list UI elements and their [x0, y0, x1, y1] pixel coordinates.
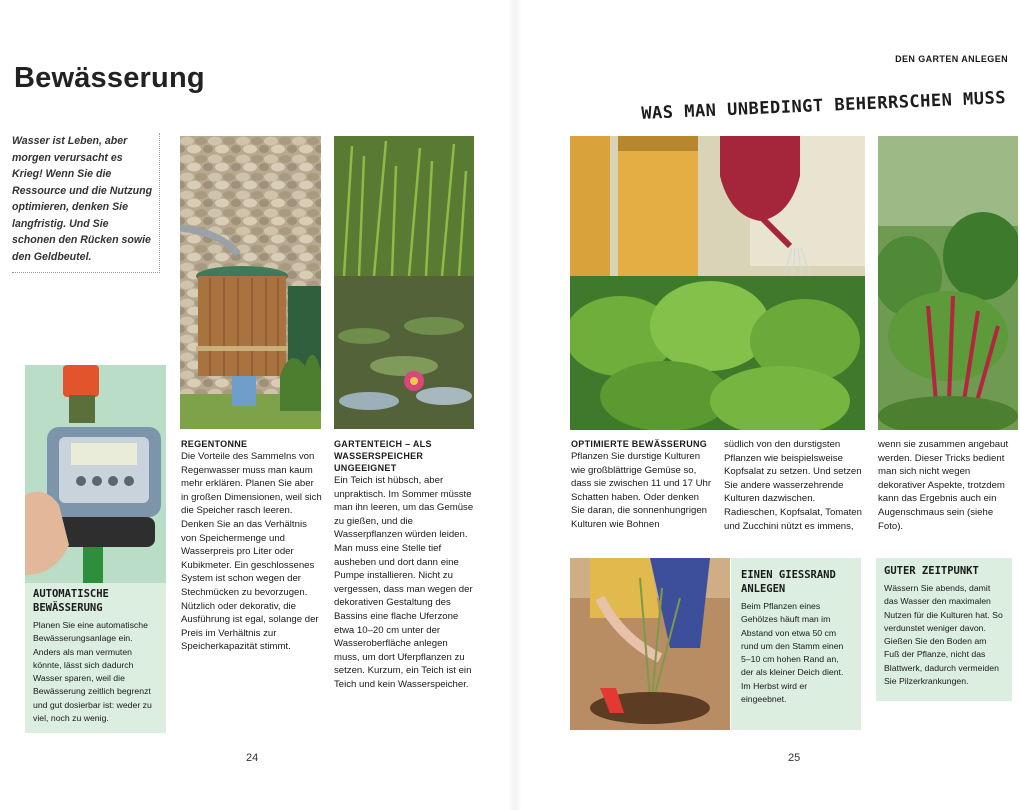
page-number-right: 25: [788, 752, 801, 764]
tip-box-heading: AUTOMATISCHE BEWÄSSERUNG: [33, 588, 109, 614]
column-text: Ein Teich ist hübsch, aber unpraktisch. Im Sommer müsste man ihn leeren, um das Gemüse zu gießen, und die Wasserpflanzen würden leiden. Man muss eine Stelle tief ausheben und dort dann eine Pumpe installieren. Nicht zu vergessen, dass man wegen der dekorativen Gestaltung des Bassins eine flache Uferzone etwa 10–20 cm unter der Wasseroberfläche anlegen muss, um dort Uferpflanzen zu setzen. Kurzum, ein Teich ist ein Teich und kein Wasserspeicher.: [334, 475, 474, 690]
column-heading: REGENTONNE: [181, 439, 248, 449]
tip-box-heading: GUTER ZEITPUNKT: [884, 565, 979, 577]
planting-shrub-photo: [570, 558, 730, 730]
column-text: südlich von den durstigsten Pflanzen wie beispielsweise Kopfsalat zu setzen. Und setzen Sie andere wasserzehrende Kulturen dazwischen. Radieschen, Kopfsalat, Tomaten und Zucchini nützt es immens,: [724, 439, 862, 532]
column-text: Die Vorteile des Sammelns von Regenwasser muss man kaum mehr erklären. Planen Sie aber in großen Dimensionen, weil sich die Speicher rasch leeren. Denken Sie an das Verhältnis von Speichermenge und Wasserpreis pro Liter oder Kubikmeter. Ein geschlossenes System ist schon wegen der Stechmücken zu bevorzugen. Nützlich oder dekorativ, die Ausführung ist egal, solange der Preis im Verhältnis zur Speicherkapazität stimmt.: [181, 451, 322, 653]
column-continued-2: [878, 438, 1018, 533]
handwritten-heading: WAS MAN UNBEDINGT BEHERRSCHEN MUSS: [640, 88, 1007, 124]
garden-pond-photo: [334, 136, 474, 429]
column-optimized-irrigation: [571, 438, 713, 532]
intro-text: Wasser ist Leben, aber morgen verursacht es Krieg! Wenn Sie die Ressource und die Nutzung optimieren, denken Sie langfristig. Und Sie schonen den Rücken sowie den Geldbeutel.: [12, 133, 160, 273]
column-rain-barrel: [181, 438, 323, 654]
tip-box-text: Planen Sie eine automatische Bewässerungsanlage ein. Anders als man vermuten könnte, lässt sich dadurch Wasser sparen, weil die Bewässerung zeitlich begrenzt und gut dosierbar ist: weder zu viel, noch zu wenig.: [33, 620, 152, 724]
chard-plants-photo: [878, 136, 1018, 430]
tip-box-text: Beim Pflanzen eines Gehölzes häuft man im Abstand von etwa 50 cm rund um den Stamm einen 5–10 cm hohen Rand an, der als kleiner Deich dient. Im Herbst wird er eingeebnet.: [741, 601, 844, 705]
section-label: DEN GARTEN ANLEGEN: [895, 54, 1008, 64]
book-spine-shadow: [508, 0, 522, 810]
tip-box-heading: EINEN GIESSRAND ANLEGEN: [741, 569, 836, 595]
tip-box-automatic-irrigation: [25, 583, 166, 733]
column-text: wenn sie zusammen angebaut werden. Dieser Tricks bedient man sich nicht wegen dekorativer Aspekte, trotzdem kann das Ergebnis auch ein Augenschmaus sein (siehe Foto).: [878, 439, 1009, 532]
page-title: Bewässerung: [14, 62, 205, 94]
page-number-left: 24: [246, 752, 259, 764]
column-heading: OPTIMIERTE BEWÄSSERUNG: [571, 439, 708, 449]
watering-can-vegetables-photo: [570, 136, 865, 430]
rain-barrel-photo: [180, 136, 321, 429]
column-garden-pond: [334, 438, 476, 692]
column-text: Pflanzen Sie durstige Kulturen wie großblättrige Gemüse so, dass sie zwischen 11 und 17 Uhr Schatten haben. Oder denken Sie daran, die sonnenhungrigen Kulturen wie Bohnen: [571, 451, 712, 530]
tip-box-good-timing: [876, 558, 1012, 701]
column-heading: GARTENTEICH – ALS WASSERSPEICHER UNGEEIGNET: [334, 439, 432, 473]
tip-box-text: Wässern Sie abends, damit das Wasser den maximalen Nutzen für die Kulturen hat. So verdunstet weniger davon. Gießen Sie den Boden am Fuß der Pflanze, nicht das Blattwerk, dadurch vermeiden Sie Pilzerkrankungen.: [884, 583, 1003, 687]
tip-box-watering-ring: [731, 558, 861, 730]
column-continued-1: [724, 438, 866, 533]
water-timer-photo: [25, 365, 166, 583]
